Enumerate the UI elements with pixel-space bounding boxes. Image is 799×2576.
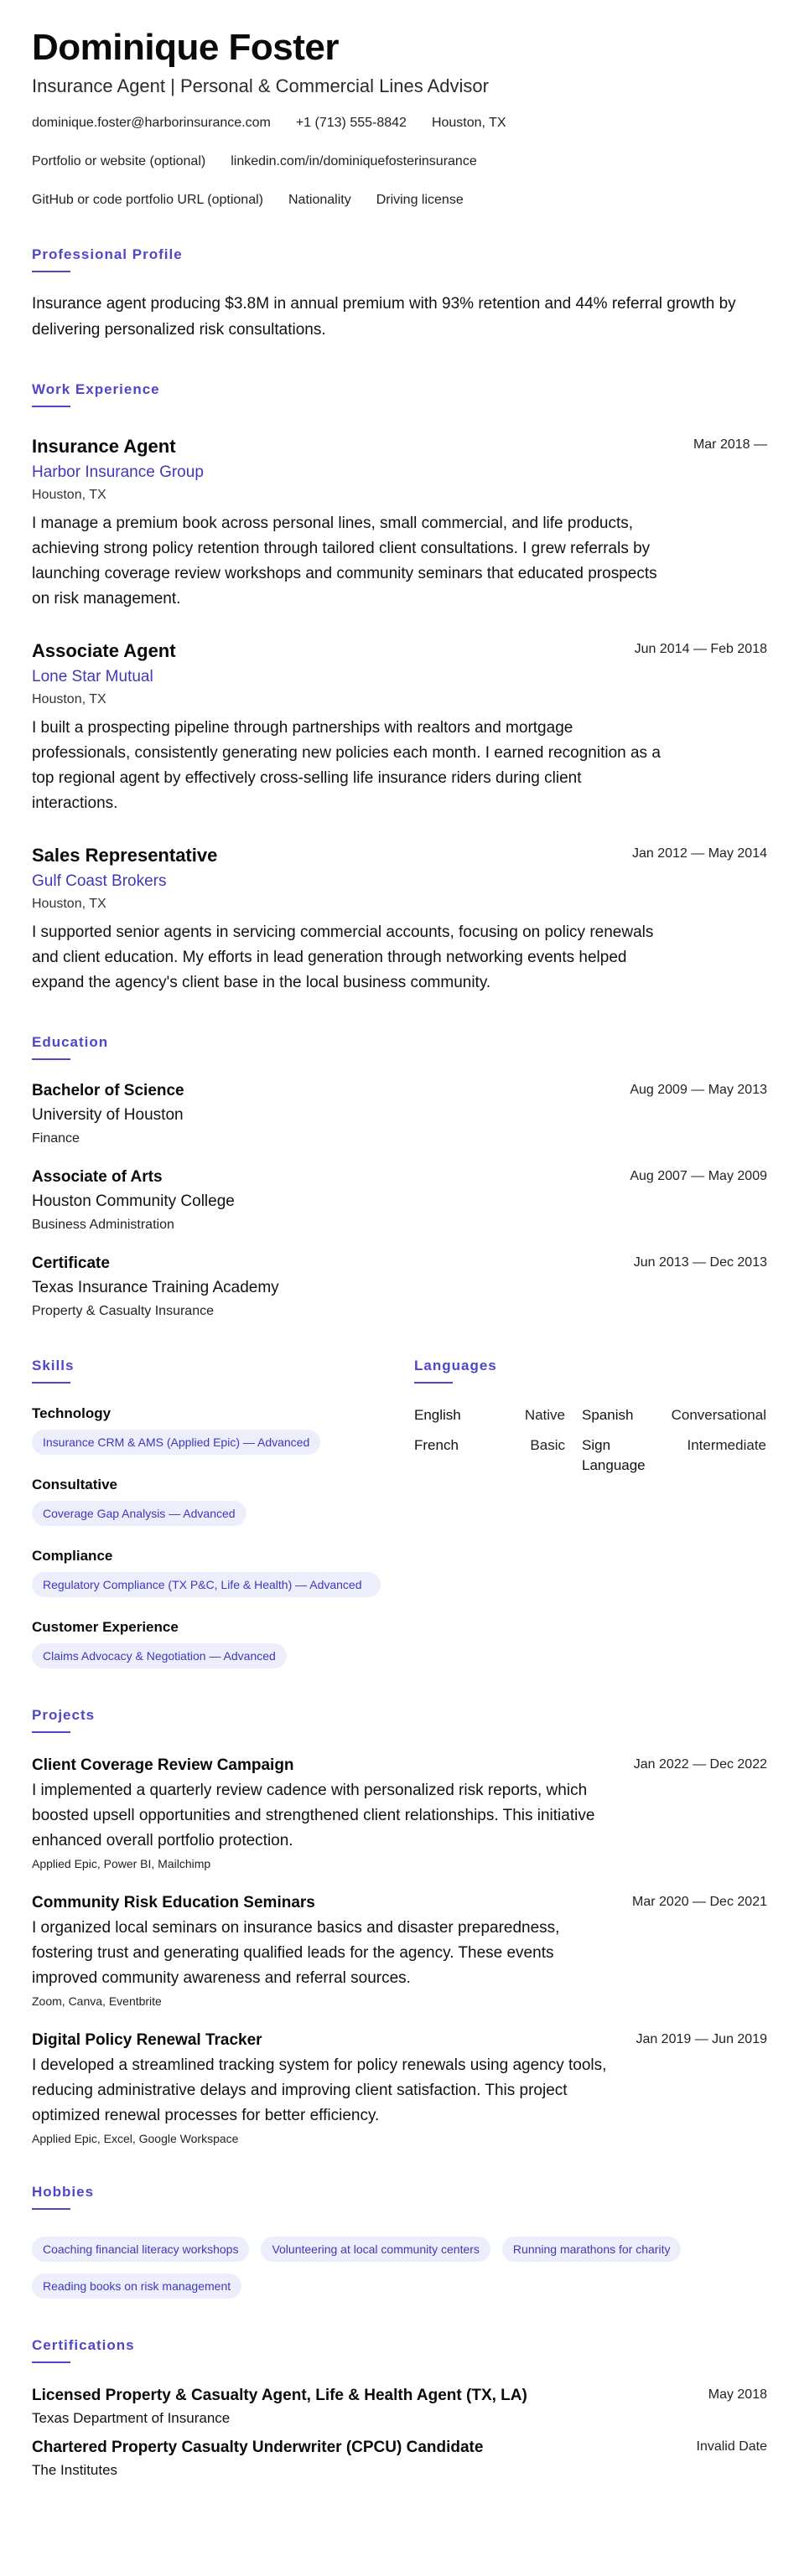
language-item xyxy=(414,1405,582,1425)
education-dates: Aug 2009 — May 2013 xyxy=(630,1083,767,1098)
language-list xyxy=(414,1405,766,1476)
hobby-list xyxy=(32,2225,770,2299)
certification-name: Chartered Property Casualty Underwriter (CPCU) Candidate xyxy=(32,2439,484,2457)
job-company: Gulf Coast Brokers xyxy=(32,872,167,891)
certification-name: Licensed Property & Casualty Agent, Life & Health Agent (TX, LA) xyxy=(32,2387,527,2405)
project-title: Digital Policy Renewal Tracker xyxy=(32,2031,262,2050)
education-degree: Bachelor of Science xyxy=(32,1082,184,1100)
job-entry xyxy=(32,845,767,996)
language-level: Basic xyxy=(530,1437,565,1454)
section-title: Skills xyxy=(32,1358,75,1374)
certification-issuer: Texas Department of Insurance xyxy=(32,2410,231,2427)
project-entry xyxy=(32,1756,767,1870)
skill-category: Technology xyxy=(32,1405,112,1422)
language-level: Intermediate xyxy=(687,1437,766,1454)
section-divider xyxy=(32,2208,70,2210)
resume-header xyxy=(32,28,767,208)
education-degree: Associate of Arts xyxy=(32,1168,163,1187)
education-dates: Aug 2007 — May 2009 xyxy=(630,1169,767,1184)
section-title: Professional Profile xyxy=(32,246,183,263)
contact-email[interactable]: dominique.foster@harborinsurance.com xyxy=(32,116,271,131)
contact-nationality: Nationality xyxy=(288,193,351,208)
certification-issuer: The Institutes xyxy=(32,2462,118,2479)
profile-section xyxy=(32,246,767,343)
job-dates: Jun 2014 — Feb 2018 xyxy=(634,642,767,657)
projects-section xyxy=(32,1707,767,2145)
project-description: I organized local seminars on insurance basics and disaster preparedness, fostering trust and generating qualified leads for the agency. These events improved community awareness and referral sources. xyxy=(32,1919,560,1988)
job-title: Insurance Agent xyxy=(32,436,176,458)
section-divider xyxy=(32,1058,70,1060)
section-title: Education xyxy=(32,1034,109,1051)
education-school: Texas Insurance Training Academy xyxy=(32,1279,279,1297)
experience-section xyxy=(32,381,767,996)
section-title: Projects xyxy=(32,1707,96,1724)
section-title: Work Experience xyxy=(32,381,160,398)
contact-phone[interactable]: +1 (713) 555-8842 xyxy=(295,116,407,131)
section-divider xyxy=(32,2361,70,2363)
hobby-pill: Volunteering at local community centers xyxy=(261,2237,490,2262)
job-dates: Jan 2012 — May 2014 xyxy=(632,846,767,861)
project-dates: Jan 2019 — Jun 2019 xyxy=(636,2032,767,2047)
contact-location: Houston, TX xyxy=(431,116,506,131)
candidate-headline: Insurance Agent | Personal & Commercial Lines Advisor xyxy=(32,75,489,97)
hobbies-section xyxy=(32,2184,767,2299)
skills-languages-row xyxy=(32,1358,767,1668)
project-tools: Applied Epic, Power BI, Mailchimp xyxy=(32,1857,211,1871)
contact-list xyxy=(32,116,767,208)
section-divider xyxy=(32,1731,70,1733)
skill-category: Customer Experience xyxy=(32,1619,179,1636)
project-tools: Applied Epic, Excel, Google Workspace xyxy=(32,2132,239,2146)
section-divider xyxy=(32,406,70,407)
certification-entry xyxy=(32,2387,767,2427)
hobby-pill: Reading books on risk management xyxy=(32,2273,241,2299)
language-name: Sign Language xyxy=(582,1437,646,1474)
job-location: Houston, TX xyxy=(32,488,106,503)
job-description: I manage a premium book across personal lines, small commercial, and life products, achieving strong policy retention through tailored client consultations. I grew referrals by launching coverage review workshops and community seminars that educated prospects on risk management. xyxy=(32,515,657,608)
language-name: French xyxy=(414,1437,459,1454)
education-field: Finance xyxy=(32,1131,80,1146)
education-school: University of Houston xyxy=(32,1106,184,1125)
education-entry xyxy=(32,1254,767,1319)
section-divider xyxy=(414,1382,453,1384)
job-description: I supported senior agents in servicing commercial accounts, focusing on policy renewals and client education. My efforts in lead generation through networking events helped expand the agency's client base in the local business community. xyxy=(32,923,654,992)
contact-portfolio[interactable]: Portfolio or website (optional) xyxy=(32,154,206,169)
project-description: I developed a streamlined tracking system for policy renewals using agency tools, reducing administrative delays and improving client satisfaction. This project optimized renewal processes for better efficiency. xyxy=(32,2056,607,2125)
project-dates: Mar 2020 — Dec 2021 xyxy=(632,1895,767,1910)
language-item xyxy=(414,1435,582,1476)
language-level: Conversational xyxy=(671,1407,766,1424)
hobby-pill: Running marathons for charity xyxy=(502,2237,682,2262)
section-divider xyxy=(32,271,70,272)
job-entry xyxy=(32,640,767,816)
profile-summary: Insurance agent producing $3.8M in annual premium with 93% retention and 44% referral growth by delivering personalized risk consultations. xyxy=(32,295,736,339)
job-company: Harbor Insurance Group xyxy=(32,463,204,482)
job-location: Houston, TX xyxy=(32,692,106,707)
certifications-section xyxy=(32,2337,767,2479)
skill-pill: Insurance CRM & AMS (Applied Epic) — Advanced xyxy=(32,1430,320,1455)
education-entry xyxy=(32,1168,767,1233)
job-title: Sales Representative xyxy=(32,845,218,866)
education-field: Property & Casualty Insurance xyxy=(32,1304,214,1319)
project-dates: Jan 2022 — Dec 2022 xyxy=(633,1757,767,1772)
education-degree: Certificate xyxy=(32,1254,110,1273)
contact-github[interactable]: GitHub or code portfolio URL (optional) xyxy=(32,193,263,208)
language-item xyxy=(582,1435,766,1476)
project-entry xyxy=(32,1894,767,2008)
contact-driving-license: Driving license xyxy=(376,193,464,208)
job-title: Associate Agent xyxy=(32,640,176,662)
skill-category: Consultative xyxy=(32,1477,118,1493)
job-dates: Mar 2018 — xyxy=(693,437,767,453)
skill-pill: Claims Advocacy & Negotiation — Advanced xyxy=(32,1643,287,1668)
project-description: I implemented a quarterly review cadence with personalized risk reports, which boosted upsell opportunities and strengthened client relationships. This initiative enhanced overall portfolio protection. xyxy=(32,1782,595,1850)
project-entry xyxy=(32,2031,767,2145)
education-school: Houston Community College xyxy=(32,1192,235,1211)
languages-section xyxy=(414,1358,766,1668)
certification-date: May 2018 xyxy=(708,2387,767,2403)
certification-date: Invalid Date xyxy=(696,2439,767,2454)
skills-section xyxy=(32,1358,414,1668)
skill-pill: Coverage Gap Analysis — Advanced xyxy=(32,1501,246,1526)
education-field: Business Administration xyxy=(32,1218,174,1233)
section-title: Hobbies xyxy=(32,2184,95,2201)
candidate-name: Dominique Foster xyxy=(32,27,340,68)
education-dates: Jun 2013 — Dec 2013 xyxy=(633,1255,767,1270)
job-entry xyxy=(32,436,767,612)
job-location: Houston, TX xyxy=(32,897,106,912)
language-name: Spanish xyxy=(582,1407,634,1424)
project-tools: Zoom, Canva, Eventbrite xyxy=(32,1994,162,2009)
skill-pill: Regulatory Compliance (TX P&C, Life & Health) — Advanced xyxy=(32,1572,381,1597)
job-company: Lone Star Mutual xyxy=(32,668,153,686)
contact-linkedin[interactable]: linkedin.com/in/dominiquefosterinsurance xyxy=(231,154,477,169)
hobby-pill: Coaching financial literacy workshops xyxy=(32,2237,249,2262)
language-item xyxy=(582,1405,766,1425)
certification-entry xyxy=(32,2439,767,2479)
section-title: Languages xyxy=(414,1358,497,1374)
job-description: I built a prospecting pipeline through partnerships with realtors and mortgage professionals, consistently generating new policies each month. I earned recognition as a top regional agent by effectively cross-selling life insurance riders during client interactions. xyxy=(32,719,661,813)
language-name: English xyxy=(414,1407,461,1424)
project-title: Community Risk Education Seminars xyxy=(32,1894,315,1912)
education-entry xyxy=(32,1082,767,1146)
project-title: Client Coverage Review Campaign xyxy=(32,1756,294,1775)
section-divider xyxy=(32,1382,70,1384)
skill-category: Compliance xyxy=(32,1548,113,1565)
language-level: Native xyxy=(524,1407,565,1424)
education-section xyxy=(32,1034,767,1319)
section-title: Certifications xyxy=(32,2337,135,2354)
